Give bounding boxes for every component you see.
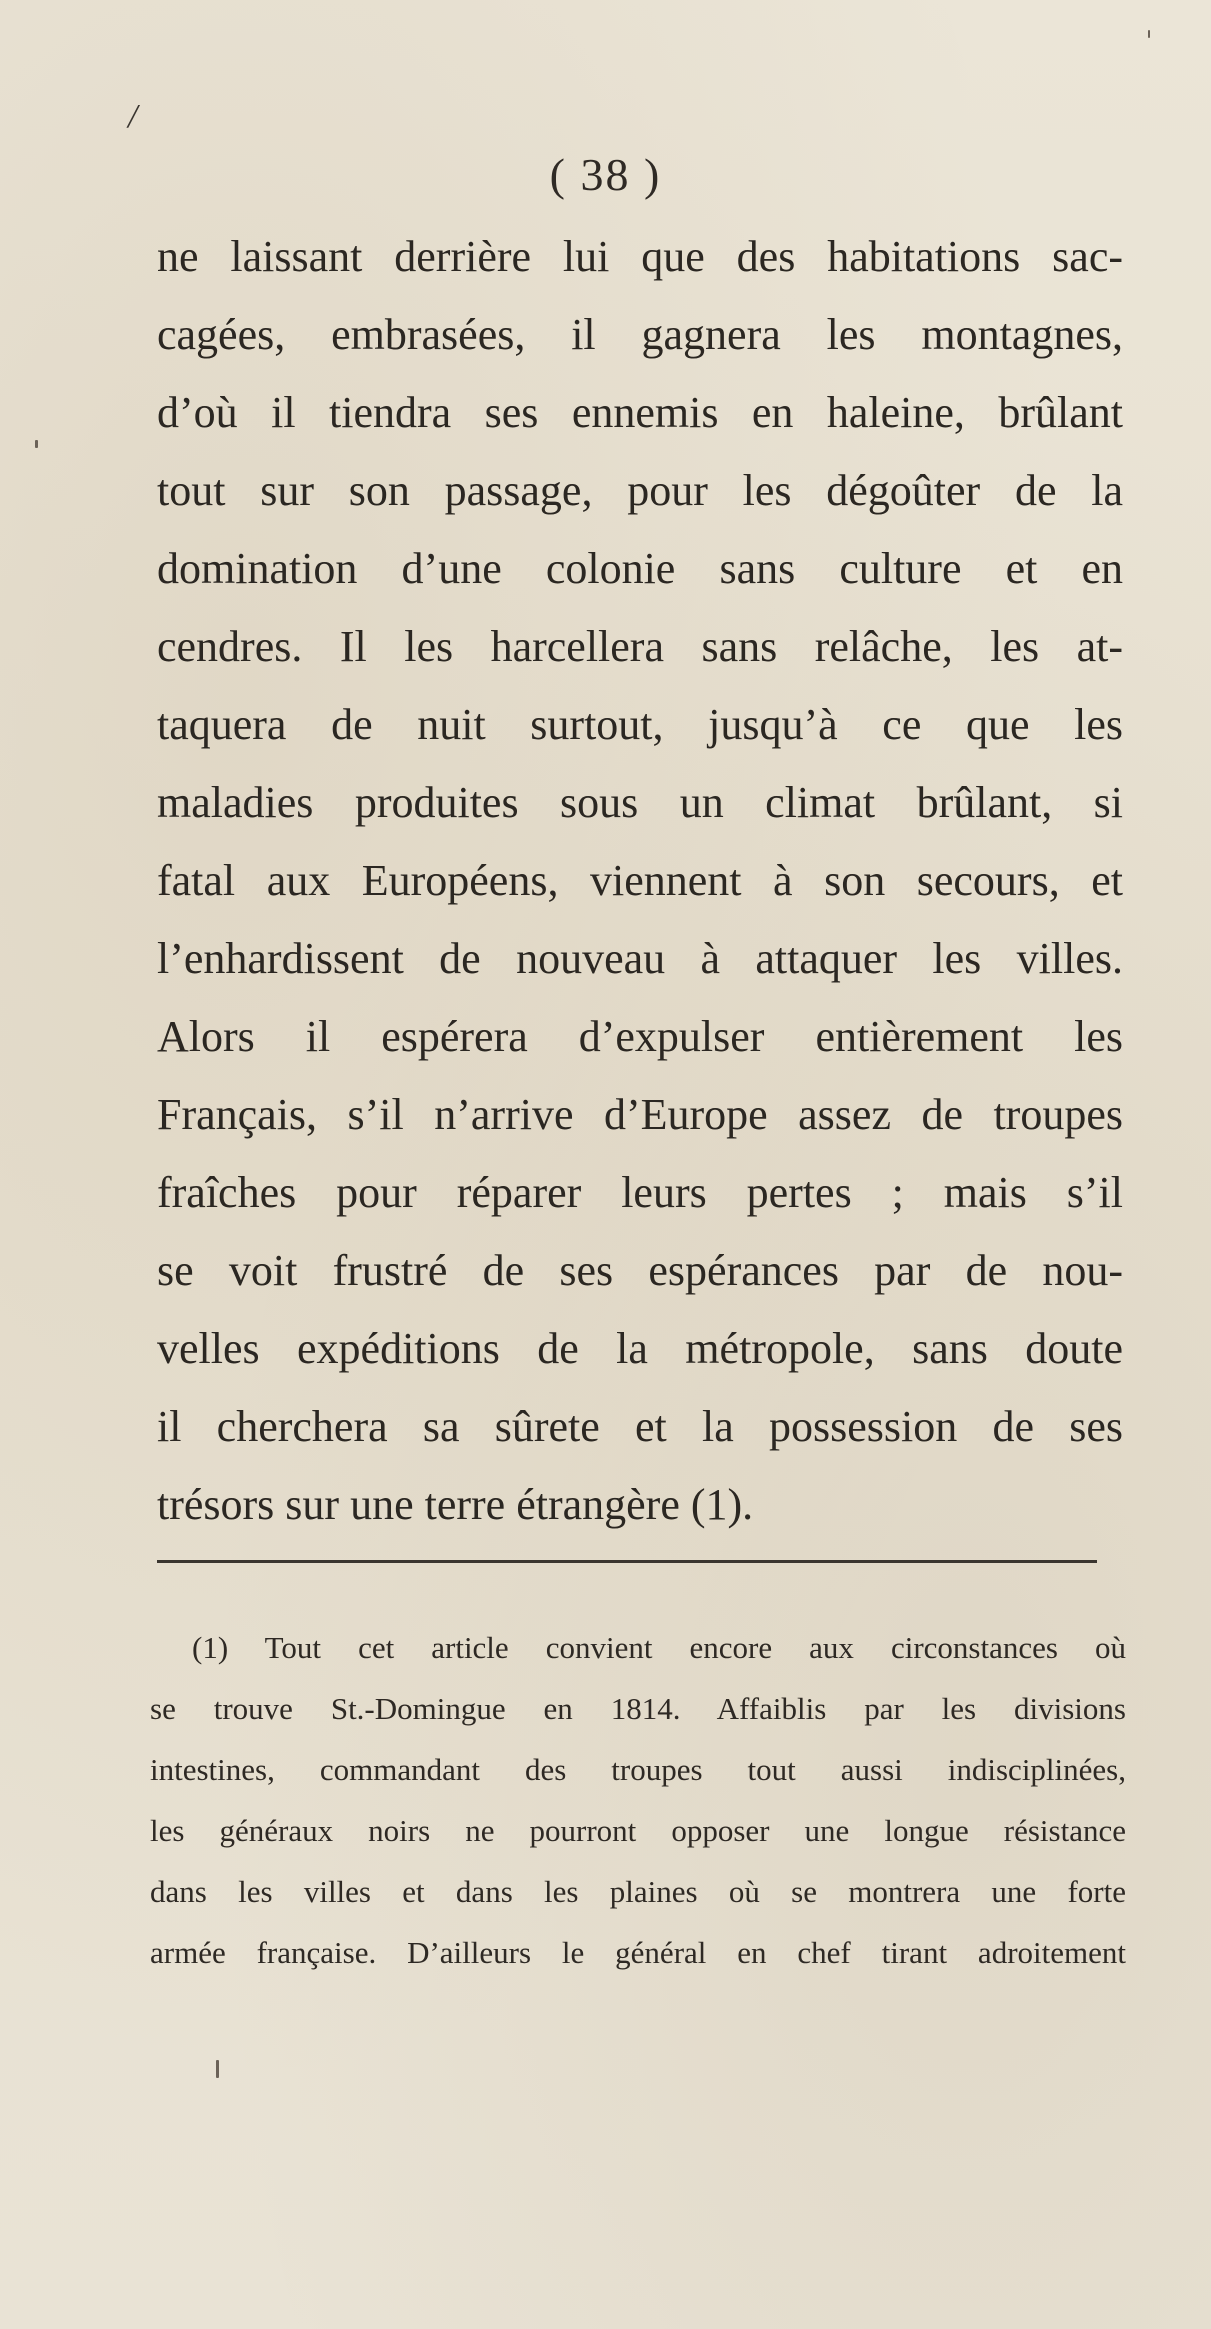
text-line-last: trésors sur une terre étrangère (1). bbox=[157, 1480, 754, 1529]
text-line: cagées, embrasées, il gagnera les montagnes, bbox=[157, 310, 1123, 359]
text-line: maladies produites sous un climat brûlant, si bbox=[157, 778, 1123, 827]
page-number: ( 38 ) bbox=[549, 149, 662, 200]
text-line: l’enhardissent de nouveau à attaquer les villes. bbox=[157, 934, 1123, 983]
margin-mark: / bbox=[128, 98, 138, 135]
footnote-block bbox=[150, 1617, 1126, 1983]
text-line: d’où il tiendra ses ennemis en haleine, brûlant bbox=[157, 388, 1123, 437]
text-line: Français, s’il n’arrive d’Europe assez de troupes bbox=[157, 1090, 1123, 1139]
paper-speck bbox=[1148, 30, 1150, 38]
main-text-block bbox=[157, 218, 1123, 1544]
text-line: fatal aux Européens, viennent à son secours, et bbox=[157, 856, 1123, 905]
footnote-line: dans les villes et dans les plaines où se montrera une forte bbox=[150, 1874, 1126, 1909]
text-line: ne laissant derrière lui que des habitations sac- bbox=[157, 232, 1123, 281]
footnote-divider bbox=[157, 1560, 1097, 1563]
footnote-line: (1) Tout cet article convient encore aux circonstances où bbox=[192, 1630, 1126, 1665]
footnote-line: intestines, commandant des troupes tout aussi indisciplinées, bbox=[150, 1752, 1126, 1787]
paper-speck bbox=[216, 2060, 219, 2078]
text-line: cendres. Il les harcellera sans relâche, les at- bbox=[157, 622, 1123, 671]
text-line: Alors il espérera d’expulser entièrement les bbox=[157, 1012, 1123, 1061]
footnote-line: armée française. D’ailleurs le général en chef tirant adroitement bbox=[150, 1935, 1126, 1970]
footnote-line: les généraux noirs ne pourront opposer une longue résistance bbox=[150, 1813, 1126, 1848]
footnote-line: se trouve St.-Domingue en 1814. Affaiblis par les divisions bbox=[150, 1691, 1126, 1726]
text-line: taquera de nuit surtout, jusqu’à ce que les bbox=[157, 700, 1123, 749]
text-line: tout sur son passage, pour les dégoûter de la bbox=[157, 466, 1123, 515]
text-line: velles expéditions de la métropole, sans doute bbox=[157, 1324, 1123, 1373]
text-line: se voit frustré de ses espérances par de nou- bbox=[157, 1246, 1123, 1295]
text-line: domination d’une colonie sans culture et en bbox=[157, 544, 1123, 593]
paper-speck bbox=[35, 440, 38, 448]
text-line: il cherchera sa sûrete et la possession de ses bbox=[157, 1402, 1123, 1451]
text-line: fraîches pour réparer leurs pertes ; mais s’il bbox=[157, 1168, 1123, 1217]
